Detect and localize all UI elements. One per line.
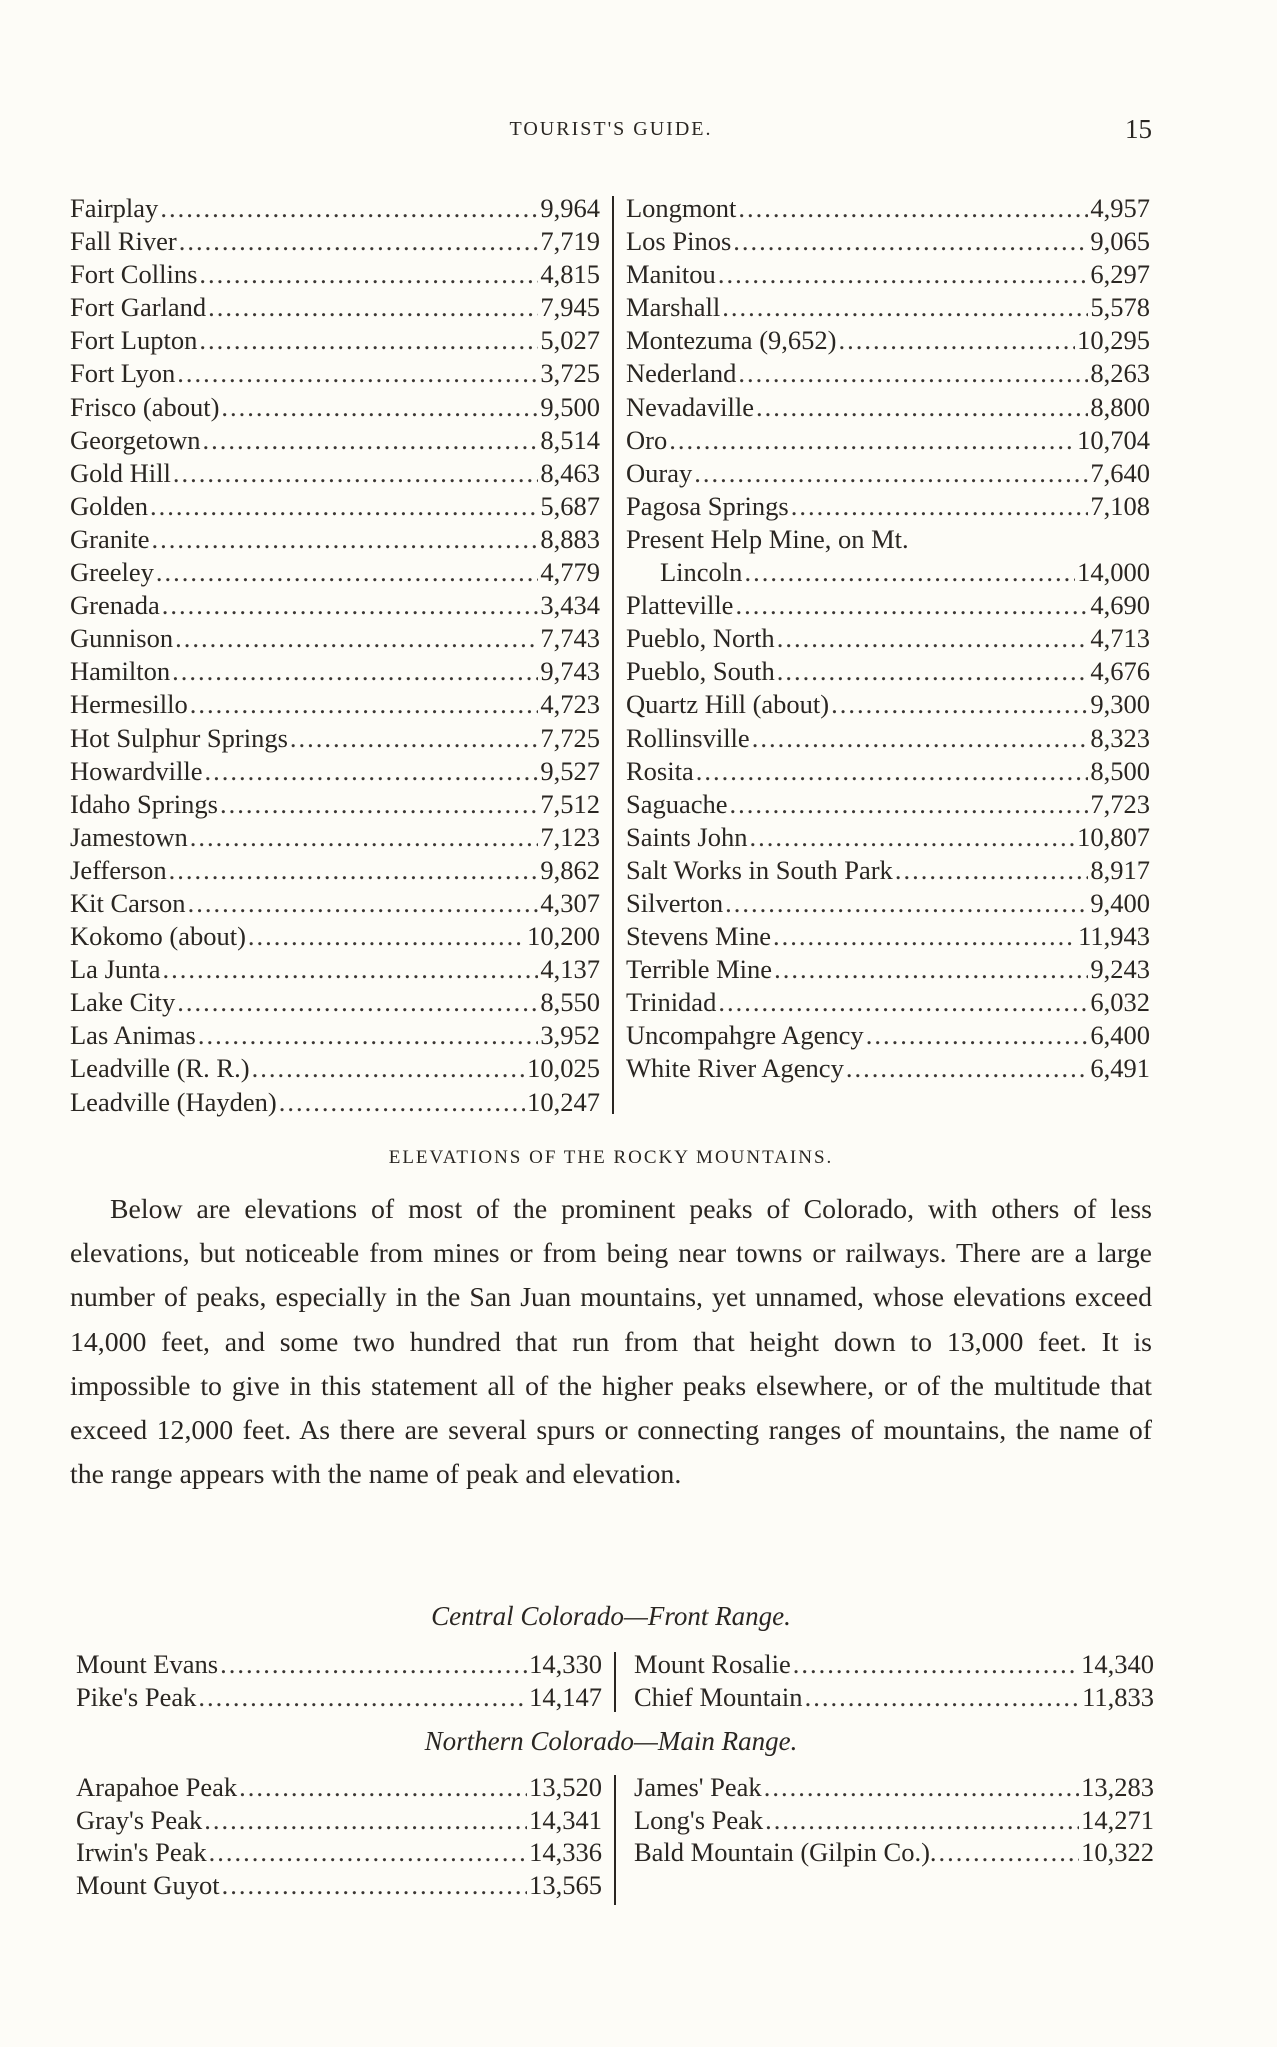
elevation-row [76,1648,602,1681]
elevation-value: 3,725 [540,358,600,389]
elevation-value: 8,800 [1090,391,1150,422]
elevation-row [626,457,1150,490]
elevation-value: 8,550 [540,987,600,1018]
place-name: Gunnison [70,623,174,654]
elevation-row [626,258,1150,291]
leader-dots [744,556,1075,589]
elevation-value: 9,527 [540,755,600,786]
elevation-value: 14,271 [1081,1804,1154,1835]
place-name: Rosita [626,755,694,786]
towns-left-column [70,192,600,1119]
place-name: Howardville [70,755,203,786]
elevation-value: 4,713 [1090,623,1150,654]
elevation-row [70,192,600,225]
leader-dots [203,424,539,457]
place-name: Fort Garland [70,292,207,323]
leader-dots [831,688,1088,721]
place-name: Pueblo, South [626,656,775,687]
leader-dots [177,986,538,1019]
elevation-value: 5,687 [540,490,600,521]
elevation-row [70,1086,600,1119]
elevation-row [626,291,1150,324]
place-name: Fort Lyon [70,358,176,389]
leader-dots [163,953,539,986]
leader-dots [190,688,539,721]
place-name: Hot Sulphur Springs [70,722,288,753]
elevation-row [626,357,1150,390]
leader-dots [199,258,538,291]
elevation-row [70,788,600,821]
elevation-value: 7,640 [1090,457,1150,488]
elevation-value: 10,807 [1077,821,1150,852]
elevation-row [626,655,1150,688]
place-name: Grenada [70,590,160,621]
place-name: Las Animas [70,1020,196,1051]
leader-dots [669,424,1075,457]
leader-dots [777,622,1089,655]
elevation-value: 14,000 [1077,557,1150,588]
elevation-value: 9,964 [540,193,600,223]
leader-dots [221,391,538,424]
elevation-row [70,854,600,887]
leader-dots [774,953,1088,986]
elevation-row [70,291,600,324]
elevation-row [76,1804,602,1837]
elevation-value: 9,743 [540,656,600,687]
elevation-row [626,490,1150,523]
elevation-row [70,622,600,655]
leader-dots [188,887,539,920]
leader-dots [173,457,539,490]
leader-dots [735,589,1088,622]
place-name: Kokomo (about) [70,921,246,952]
leader-dots [222,1869,528,1902]
place-name: Fall River [70,226,177,257]
place-name: Saguache [626,788,728,819]
place-name: La Junta [70,954,161,985]
elevation-value: 10,025 [527,1053,600,1084]
place-name: Nevadaville [626,391,755,422]
leader-dots [169,854,539,887]
leader-dots [220,788,538,821]
page-number: 15 [1125,114,1152,144]
elevation-value: 7,108 [1090,490,1150,521]
leader-dots [279,1086,525,1119]
elevation-row [626,391,1150,424]
leader-dots [733,225,1088,258]
elevation-row [626,722,1150,755]
leader-dots [239,1771,527,1804]
leader-dots [718,986,1088,1019]
elevation-value: 11,833 [1082,1681,1154,1712]
place-name: Lake City [70,987,176,1018]
elevation-value: 4,676 [1090,656,1150,687]
elevation-value: 6,032 [1090,987,1150,1018]
leader-dots [718,258,1089,291]
elevation-value: 9,065 [1090,226,1150,257]
place-name: Ouray [626,457,693,488]
place-name: White River Agency [626,1053,844,1084]
place-name: Platteville [626,590,734,621]
place-name: Salt Works in South Park [626,854,893,885]
place-name: Georgetown [70,424,201,455]
place-name: Kit Carson [70,887,186,918]
elevation-value: 9,400 [1090,887,1150,918]
place-name: Uncompahgre Agency [626,1020,864,1051]
leader-dots [156,556,539,589]
towns-right-column [626,192,1150,1086]
intro-paragraph: Below are elevations of most of the prominent peaks of Colorado, with others of less elevations, but noticeable from mines or from being near towns or railways. There are a large number of peaks, especially in the San Juan mountains, yet unnamed, whose elevations exceed 14,000 feet, and some two hundred that run from that height down to 13,000 feet. It is impossible to give in this statement all of the higher peaks elsewhere, or of the multitude that exceed 12,000 feet. As there are several spurs or connecting ranges of mountains, the name of the range appears with the name of peak and elevation. [70,1194,1152,1491]
place-name: Idaho Springs [70,788,218,819]
elevation-value: 8,883 [540,523,600,554]
leader-dots [791,490,1089,523]
place-name: Fort Lupton [70,325,198,356]
leader-dots [696,755,1089,788]
elevation-row [626,953,1150,986]
range-heading: Northern Colorado—Main Range. [424,1726,798,1756]
leader-dots [846,1052,1089,1085]
elevation-row [634,1771,1154,1804]
leader-dots [793,1648,1079,1681]
place-name: Long's Peak [634,1804,764,1835]
place-name: Los Pinos [626,226,732,257]
place-name: Pueblo, North [626,623,775,654]
place-name: Gray's Peak [76,1804,203,1835]
running-head [70,112,1152,146]
place-name: Mount Rosalie [634,1649,791,1679]
elevation-value: 4,957 [1090,193,1150,223]
leader-dots [773,920,1076,953]
elevation-row [626,1019,1150,1052]
place-name: Stevens Mine [626,921,771,952]
elevation-row [70,887,600,920]
leader-dots [765,1804,1079,1837]
elevation-value: 4,137 [540,954,600,985]
place-name: Mount Guyot [76,1869,220,1900]
elevation-row [626,788,1150,821]
leader-dots [220,1648,527,1681]
elevation-value: 14,341 [529,1804,602,1835]
leader-dots [162,589,539,622]
place-name: Oro [626,424,668,455]
elevation-value: 4,690 [1090,590,1150,621]
section-heading: ELEVATIONS OF THE ROCKY MOUNTAINS. [388,1147,834,1168]
place-name: Jefferson [70,854,167,885]
elevation-row [70,258,600,291]
leader-dots [866,1019,1089,1052]
place-name: Golden [70,490,149,521]
place-name: Saints John [626,821,748,852]
range-left-column [76,1648,602,1713]
elevation-value: 5,578 [1090,292,1150,323]
place-name: Hamilton [70,656,171,687]
elevation-row [70,424,600,457]
leader-dots [895,854,1089,887]
elevation-value: 9,862 [540,854,600,885]
elevation-row [70,1019,600,1052]
place-name: Longmont [626,193,737,223]
column-divider [614,1652,616,1712]
place-name: Bald Mountain (Gilpin Co.). [634,1837,937,1867]
elevation-value: 13,565 [529,1869,602,1900]
elevation-row [70,821,600,854]
elevation-value: 10,704 [1077,424,1150,455]
elevation-value: 4,779 [540,557,600,588]
elevation-row [626,755,1150,788]
place-name: Manitou [626,259,716,290]
elevation-row [626,324,1150,357]
elevation-value: 4,723 [540,689,600,720]
leader-dots [756,391,1088,424]
elevation-row [626,821,1150,854]
elevation-row [626,854,1150,887]
elevation-value: 7,512 [540,788,600,819]
leader-dots [738,357,1088,390]
leader-dots [749,821,1075,854]
leader-dots [175,622,538,655]
leader-dots [208,291,538,324]
elevation-row [626,688,1150,721]
range-heading: Central Colorado—Front Range. [431,1601,791,1631]
leader-dots [838,324,1075,357]
place-name: Trinidad [626,987,717,1018]
elevation-row [626,920,1150,953]
elevation-value: 8,917 [1090,854,1150,885]
leader-dots [248,920,525,953]
elevation-row [70,490,600,523]
elevation-row [70,655,600,688]
place-name: James' Peak [634,1772,762,1802]
elevation-row [626,225,1150,258]
elevation-row [626,1052,1150,1085]
elevation-row [70,688,600,721]
elevation-value: 7,725 [540,722,600,753]
elevation-row [70,920,600,953]
leader-dots [252,1052,526,1085]
elevation-row [626,523,1150,556]
elevation-value: 5,027 [540,325,600,356]
place-name: Irwin's Peak [76,1837,207,1867]
elevation-row [70,324,600,357]
leader-dots [738,192,1088,225]
place-name: Nederland [626,358,737,389]
leader-dots [725,887,1088,920]
elevation-value: 14,147 [529,1681,602,1712]
elevation-value: 6,297 [1090,259,1150,290]
elevation-row [626,887,1150,920]
leader-dots [151,523,538,556]
column-divider [614,1775,616,1905]
leader-dots [209,1836,528,1869]
leader-dots [198,1681,527,1714]
place-name: Montezuma (9,652) [626,325,837,356]
place-name: Present Help Mine, on Mt. [626,523,909,554]
elevation-value: 9,243 [1090,954,1150,985]
leader-dots [160,192,538,225]
range-right-column [634,1648,1154,1713]
elevation-value: 14,330 [529,1649,602,1679]
elevation-row [626,986,1150,1019]
place-name: Gold Hill [70,457,171,488]
elevation-value: 14,336 [529,1837,602,1867]
place-name: Pike's Peak [76,1681,197,1712]
leader-dots [730,788,1089,821]
elevation-value: 4,815 [540,259,600,290]
place-name: Fairplay [70,193,159,223]
place-name: Frisco (about) [70,391,220,422]
elevation-value: 9,500 [540,391,600,422]
elevation-row [70,755,600,788]
leader-dots [805,1681,1081,1714]
elevation-row [634,1681,1154,1714]
elevation-value: 7,743 [540,623,600,654]
leader-dots [204,1804,527,1837]
elevation-value: 3,434 [540,590,600,621]
elevation-row [70,722,600,755]
place-name: Granite [70,523,150,554]
leader-dots [172,655,538,688]
elevation-value: 14,340 [1081,1649,1154,1679]
place-name: Greeley [70,557,154,588]
elevation-value: 8,514 [540,424,600,455]
place-name: Pagosa Springs [626,490,789,521]
elevation-value: 8,323 [1090,722,1150,753]
elevation-row [70,589,600,622]
place-name: Mount Evans [76,1649,219,1679]
elevation-row [634,1836,1154,1869]
elevation-row [70,986,600,1019]
place-name: Jamestown [70,821,188,852]
elevation-row [634,1804,1154,1837]
elevation-value: 10,295 [1077,325,1150,356]
column-divider [612,196,614,1114]
place-name: Arapahoe Peak [76,1772,238,1802]
place-name: Leadville (R. R.) [70,1053,250,1084]
leader-dots [694,457,1088,490]
elevation-row [70,953,600,986]
elevation-row [626,622,1150,655]
elevation-row [626,192,1150,225]
range-right-column [634,1771,1154,1869]
elevation-row [634,1648,1154,1681]
elevation-value: 9,300 [1090,689,1150,720]
elevation-value: 8,263 [1090,358,1150,389]
leader-dots [198,1019,539,1052]
elevation-row [70,556,600,589]
leader-dots [204,755,538,788]
elevation-value: 10,200 [527,921,600,952]
elevation-row [76,1836,602,1869]
elevation-value: 11,943 [1078,921,1150,952]
place-name: Terrible Mine [626,954,773,985]
elevation-value: 7,723 [1090,788,1150,819]
leader-dots [190,821,539,854]
elevation-row [70,357,600,390]
range-left-column [76,1771,602,1901]
elevation-row [76,1771,602,1804]
leader-dots [199,324,538,357]
leader-dots [177,357,538,390]
elevation-value: 8,463 [540,457,600,488]
elevation-value: 7,945 [540,292,600,323]
elevation-value: 13,283 [1081,1772,1154,1802]
leader-dots [150,490,538,523]
place-name: Chief Mountain [634,1681,803,1712]
elevation-row [626,424,1150,457]
place-name: Silverton [626,887,724,918]
place-name: Hermesillo [70,689,188,720]
leader-dots [722,291,1088,324]
elevation-value: 10,322 [1081,1837,1154,1867]
place-name: Fort Collins [70,259,198,290]
elevation-value: 3,952 [540,1020,600,1051]
elevation-value: 6,491 [1090,1053,1150,1084]
leader-dots [764,1771,1079,1804]
elevation-row [76,1681,602,1714]
place-name: Leadville (Hayden) [70,1086,277,1117]
elevation-value: 7,719 [540,226,600,257]
place-name: Lincoln [660,557,743,588]
leader-dots [752,722,1089,755]
elevation-row [76,1869,602,1902]
elevation-row [70,523,600,556]
elevation-row [626,556,1150,589]
leader-dots [290,722,538,755]
elevation-row [70,457,600,490]
elevation-value: 13,520 [529,1772,602,1802]
elevation-row [70,225,600,258]
elevation-row [70,391,600,424]
elevation-value: 6,400 [1090,1020,1150,1051]
leader-dots [179,225,539,258]
place-name: Rollinsville [626,722,750,753]
place-name: Quartz Hill (about) [626,689,830,720]
elevation-value: 7,123 [540,821,600,852]
running-title: TOURIST'S GUIDE. [509,118,713,140]
elevation-value: 10,247 [527,1086,600,1117]
elevation-row [70,1052,600,1085]
elevation-value: 8,500 [1090,755,1150,786]
elevation-value: 4,307 [540,887,600,918]
leader-dots [777,655,1089,688]
place-name: Marshall [626,292,721,323]
elevation-row [626,589,1150,622]
leader-dots [939,1836,1080,1869]
